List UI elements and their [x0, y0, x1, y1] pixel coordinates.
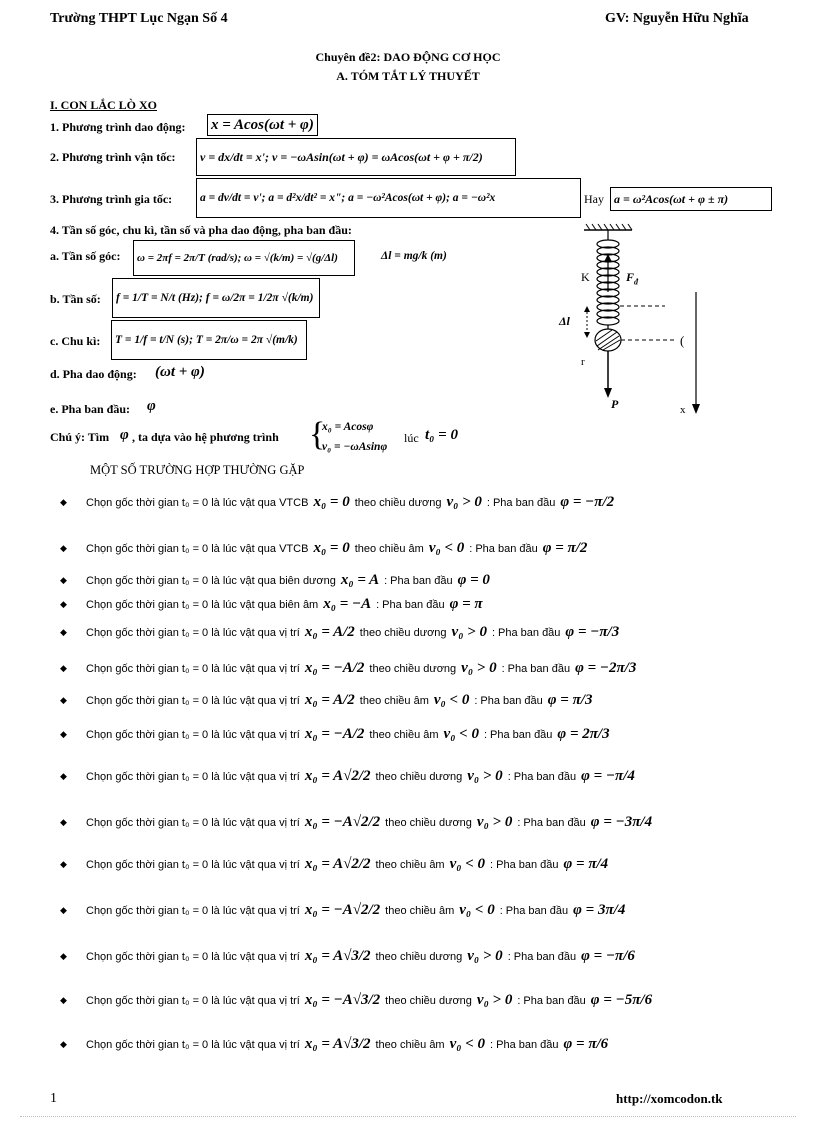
case-phase-label: Pha ban đầu — [492, 496, 556, 509]
case-phase-label: Pha ban đầu — [498, 626, 561, 639]
case-position: x₀ = A/2 — [304, 692, 355, 708]
case-velocity: v₀ < 0 — [443, 726, 479, 742]
spring-label: K — [581, 270, 590, 284]
case-phase-label: Pha ban đầu — [496, 1038, 559, 1051]
case-row — [60, 726, 776, 743]
c-formula: T = 1/f = t/N (s); T = 2π/ω = 2π √(m/k) — [111, 320, 307, 360]
case-direction: theo chiều dương — [385, 994, 472, 1007]
case-phase-label: Pha ban đầu — [382, 598, 445, 611]
system-eq1: x₀ = Acosφ — [322, 421, 374, 433]
bullet-icon: ◆ — [60, 497, 67, 507]
x-axis-arrowhead — [692, 404, 700, 414]
bullet-icon: ◆ — [60, 599, 67, 609]
c-label: c. Chu kì: — [50, 334, 101, 348]
case-position: x₀ = −A/2 — [304, 726, 365, 742]
case-text: Chọn gốc thời gian t₀ = 0 là lúc vật qua biên dương — [86, 574, 336, 587]
bullet-icon: ◆ — [60, 771, 67, 781]
case-phase-value: φ = −3π/4 — [590, 814, 653, 830]
case-phase-value: φ = −5π/6 — [590, 992, 653, 1008]
case-separator: : — [507, 950, 511, 963]
case-separator: : — [499, 904, 503, 917]
spring-force-label: $F_đ$ — [626, 270, 639, 287]
bullet-icon: ◆ — [60, 995, 67, 1005]
case-phase-label: Pha ban đầu — [490, 728, 553, 741]
x-axis-label: x — [680, 404, 686, 416]
case-row — [60, 948, 776, 965]
case-text: Chọn gốc thời gian t₀ = 0 là lúc vật qua vị trí — [86, 858, 300, 871]
case-velocity: v₀ > 0 — [467, 948, 503, 964]
weight-label: P — [611, 397, 619, 411]
case-phase-value: φ = 0 — [457, 572, 490, 588]
case-velocity: v₀ < 0 — [433, 692, 470, 708]
case-velocity: v₀ > 0 — [461, 660, 497, 676]
case-velocity: v₀ > 0 — [451, 624, 487, 640]
case-separator: : — [517, 994, 521, 1007]
case-direction: theo chiều dương — [359, 626, 447, 639]
a-formula: ω = 2πf = 2π/T (rad/s); ω = √(k/m) = √(g/Δl) — [133, 240, 355, 276]
case-direction: theo chiều dương — [385, 816, 472, 829]
topic-title: Chuyên đề2: DAO ĐỘNG CƠ HỌC — [315, 50, 501, 64]
cases-heading: MỘT SỐ TRƯỜNG HỢP THƯỜNG GẶP — [90, 463, 305, 477]
case-direction: theo chiều âm — [354, 542, 424, 555]
note-phi: φ — [120, 427, 129, 443]
bullet-icon: ◆ — [60, 543, 67, 553]
case-direction: theo chiều âm — [369, 728, 439, 741]
eq1-formula: x = Acos(ωt + φ) — [207, 114, 318, 136]
case-row — [60, 572, 776, 589]
case-phase-label: Pha ban đầu — [475, 542, 538, 555]
bullet-icon: ◆ — [60, 627, 67, 637]
case-position: x₀ = A√2/2 — [304, 856, 371, 872]
case-direction: theo chiều dương — [369, 662, 457, 675]
school-name: Trường THPT Lục Ngạn Số 4 — [50, 11, 228, 26]
case-text: Chọn gốc thời gian t₀ = 0 là lúc vật qua vị trí — [86, 626, 300, 639]
note-t0: t₀ = 0 — [425, 427, 458, 443]
case-text: Chọn gốc thời gian t₀ = 0 là lúc vật qua VTCB — [86, 542, 309, 555]
note-label: Chú ý: Tìm — [50, 430, 110, 444]
case-position: x₀ = A/2 — [304, 624, 355, 640]
eq3-formula: a = dv/dt = v'; a = d²x/dt² = x"; a = −ω²Acos(ωt + φ); a = −ω²x — [196, 178, 581, 218]
case-velocity: v₀ > 0 — [446, 494, 482, 510]
case-text: Chọn gốc thời gian t₀ = 0 là lúc vật qua vị trí — [86, 816, 300, 829]
a-label: a. Tần số góc: — [50, 249, 121, 263]
bullet-icon: ◆ — [60, 1039, 67, 1049]
case-row — [60, 692, 776, 709]
case-text: Chọn gốc thời gian t₀ = 0 là lúc vật qua vị trí — [86, 904, 300, 917]
eq3-label: 3. Phương trình gia tốc: — [50, 192, 173, 206]
case-position: x₀ = A√3/2 — [304, 1036, 371, 1052]
part-heading: I. CON LẮC LÒ XO — [50, 98, 158, 112]
case-row — [60, 856, 776, 873]
case-phase-label: Pha ban đầu — [480, 694, 543, 707]
note-tail: lúc — [404, 431, 419, 445]
case-position: x₀ = 0 — [313, 494, 350, 510]
case-row — [60, 596, 776, 613]
case-text: Chọn gốc thời gian t₀ = 0 là lúc vật qua vị trí — [86, 770, 300, 783]
eq3b-formula: a = ω²Acos(ωt + φ ± π) — [610, 187, 772, 211]
bullet-icon: ◆ — [60, 817, 67, 827]
case-row — [60, 540, 776, 557]
case-separator: : — [384, 574, 388, 587]
case-direction: theo chiều dương — [354, 496, 442, 509]
case-row — [60, 814, 776, 831]
case-row — [60, 902, 776, 919]
case-position: x₀ = A√2/2 — [304, 768, 371, 784]
case-text: Chọn gốc thời gian t₀ = 0 là lúc vật qua biên âm — [86, 598, 319, 611]
case-phase-value: φ = −π/2 — [560, 494, 615, 510]
case-phase-label: Pha ban đầu — [523, 994, 586, 1007]
case-text: Chọn gốc thời gian t₀ = 0 là lúc vật qua vị trí — [86, 662, 300, 675]
d-label: d. Pha dao động: — [50, 367, 137, 381]
eq2-formula: v = dx/dt = x'; v = −ωAsin(ωt + φ) = ωAcos(ωt + φ + π/2) — [196, 138, 516, 176]
case-row — [60, 624, 776, 641]
case-position: x₀ = −A — [323, 596, 372, 612]
case-phase-value: φ = π/6 — [563, 1036, 609, 1052]
case-text: Chọn gốc thời gian t₀ = 0 là lúc vật qua vị trí — [86, 694, 300, 707]
page-bottom-rule — [20, 1116, 796, 1117]
case-phase-label: Pha ban đầu — [507, 662, 571, 675]
case-phase-label: Pha ban đầu — [513, 950, 577, 963]
bullet-icon: ◆ — [60, 859, 67, 869]
hay-word: Hay — [584, 192, 604, 206]
case-direction: theo chiều âm — [375, 858, 445, 871]
case-velocity: v₀ < 0 — [428, 540, 465, 556]
case-row — [60, 1036, 776, 1053]
spring-diagram — [560, 222, 720, 422]
case-phase-value: φ = π — [449, 596, 483, 612]
a-extra: Δl = mg/k (m) — [381, 250, 447, 262]
case-phase-label: Pha ban đầu — [390, 574, 453, 587]
bullet-icon: ◆ — [60, 951, 67, 961]
case-separator: : — [490, 858, 494, 871]
case-text: Chọn gốc thời gian t₀ = 0 là lúc vật qua vị trí — [86, 728, 300, 741]
case-separator: : — [517, 816, 521, 829]
origin-label: ( — [680, 333, 685, 348]
case-direction: theo chiều âm — [385, 904, 455, 917]
b-formula: f = 1/T = N/t (Hz); f = ω/2π = 1/2π √(k/m) — [112, 278, 320, 318]
item4-heading: 4. Tần số góc, chu kì, tần số và pha dao động, pha ban đầu: — [50, 223, 352, 237]
case-position: x₀ = −A√2/2 — [304, 902, 381, 918]
r-label: r — [581, 356, 585, 368]
case-phase-label: Pha ban đầu — [513, 770, 577, 783]
case-row — [60, 992, 776, 1009]
case-phase-value: φ = 2π/3 — [557, 726, 610, 742]
d-formula: (ωt + φ) — [155, 364, 205, 380]
bullet-icon: ◆ — [60, 905, 67, 915]
case-text: Chọn gốc thời gian t₀ = 0 là lúc vật qua vị trí — [86, 1038, 300, 1051]
e-label: e. Pha ban đầu: — [50, 402, 131, 416]
case-phase-value: φ = −2π/3 — [575, 660, 637, 676]
case-position: x₀ = −A√2/2 — [304, 814, 381, 830]
case-direction: theo chiều âm — [359, 694, 429, 707]
case-text: Chọn gốc thời gian t₀ = 0 là lúc vật qua vị trí — [86, 950, 300, 963]
case-position: x₀ = A√3/2 — [304, 948, 371, 964]
bullet-icon: ◆ — [60, 663, 67, 673]
case-velocity: v₀ > 0 — [476, 814, 513, 830]
case-velocity: v₀ > 0 — [467, 768, 503, 784]
page-number: 1 — [50, 1091, 57, 1106]
case-separator: : — [376, 598, 380, 611]
case-phase-label: Pha ban đầu — [523, 816, 586, 829]
case-text: Chọn gốc thời gian t₀ = 0 là lúc vật qua VTCB — [86, 496, 309, 509]
case-row — [60, 768, 776, 785]
case-text: Chọn gốc thời gian t₀ = 0 là lúc vật qua vị trí — [86, 994, 300, 1007]
e-formula: φ — [147, 398, 156, 414]
case-separator: : — [483, 728, 488, 741]
case-separator: : — [507, 770, 511, 783]
case-position: x₀ = −A/2 — [304, 660, 365, 676]
case-phase-value: φ = −π/3 — [565, 624, 620, 640]
bullet-icon: ◆ — [60, 575, 67, 585]
case-row — [60, 660, 776, 677]
case-separator: : — [490, 1038, 494, 1051]
case-row — [60, 494, 776, 511]
case-separator: : — [474, 694, 478, 707]
case-separator: : — [486, 496, 490, 509]
bullet-icon: ◆ — [60, 695, 67, 705]
footer-url[interactable]: http://xomcodon.tk — [616, 1091, 723, 1106]
case-position: x₀ = A — [340, 572, 380, 588]
case-separator: : — [469, 542, 473, 555]
system-brace: { — [309, 416, 326, 453]
ceiling-icon — [584, 224, 632, 230]
case-velocity: v₀ < 0 — [449, 856, 486, 872]
case-phase-label: Pha ban đầu — [505, 904, 569, 917]
case-velocity: v₀ > 0 — [476, 992, 513, 1008]
case-separator: : — [501, 662, 505, 675]
case-position: x₀ = −A√3/2 — [304, 992, 381, 1008]
case-phase-value: φ = π/2 — [542, 540, 588, 556]
case-separator: : — [491, 626, 496, 639]
delta-l-label: Δl — [559, 314, 570, 328]
section-title: A. TÓM TẮT LÝ THUYẾT — [336, 69, 480, 83]
case-velocity: v₀ < 0 — [449, 1036, 486, 1052]
case-position: x₀ = 0 — [313, 540, 350, 556]
note-text: , ta dựa vào hệ phương trình — [132, 430, 279, 444]
case-phase-label: Pha ban đầu — [496, 858, 559, 871]
eq2-label: 2. Phương trình vận tốc: — [50, 150, 176, 164]
b-label: b. Tần số: — [50, 292, 101, 306]
system-eq2: v₀ = −ωAsinφ — [322, 441, 388, 453]
case-phase-value: φ = −π/4 — [581, 768, 635, 784]
case-phase-value: φ = π/4 — [563, 856, 609, 872]
case-direction: theo chiều âm — [375, 1038, 445, 1051]
case-direction: theo chiều dương — [375, 950, 463, 963]
eq1-label: 1. Phương trình dao động: — [50, 120, 186, 134]
case-phase-value: φ = 3π/4 — [573, 902, 626, 918]
case-velocity: v₀ < 0 — [459, 902, 495, 918]
bullet-icon: ◆ — [60, 729, 67, 739]
case-direction: theo chiều dương — [375, 770, 463, 783]
teacher-name: GV: Nguyễn Hữu Nghĩa — [605, 11, 749, 26]
case-phase-value: φ = −π/6 — [581, 948, 635, 964]
case-phase-value: φ = π/3 — [547, 692, 593, 708]
